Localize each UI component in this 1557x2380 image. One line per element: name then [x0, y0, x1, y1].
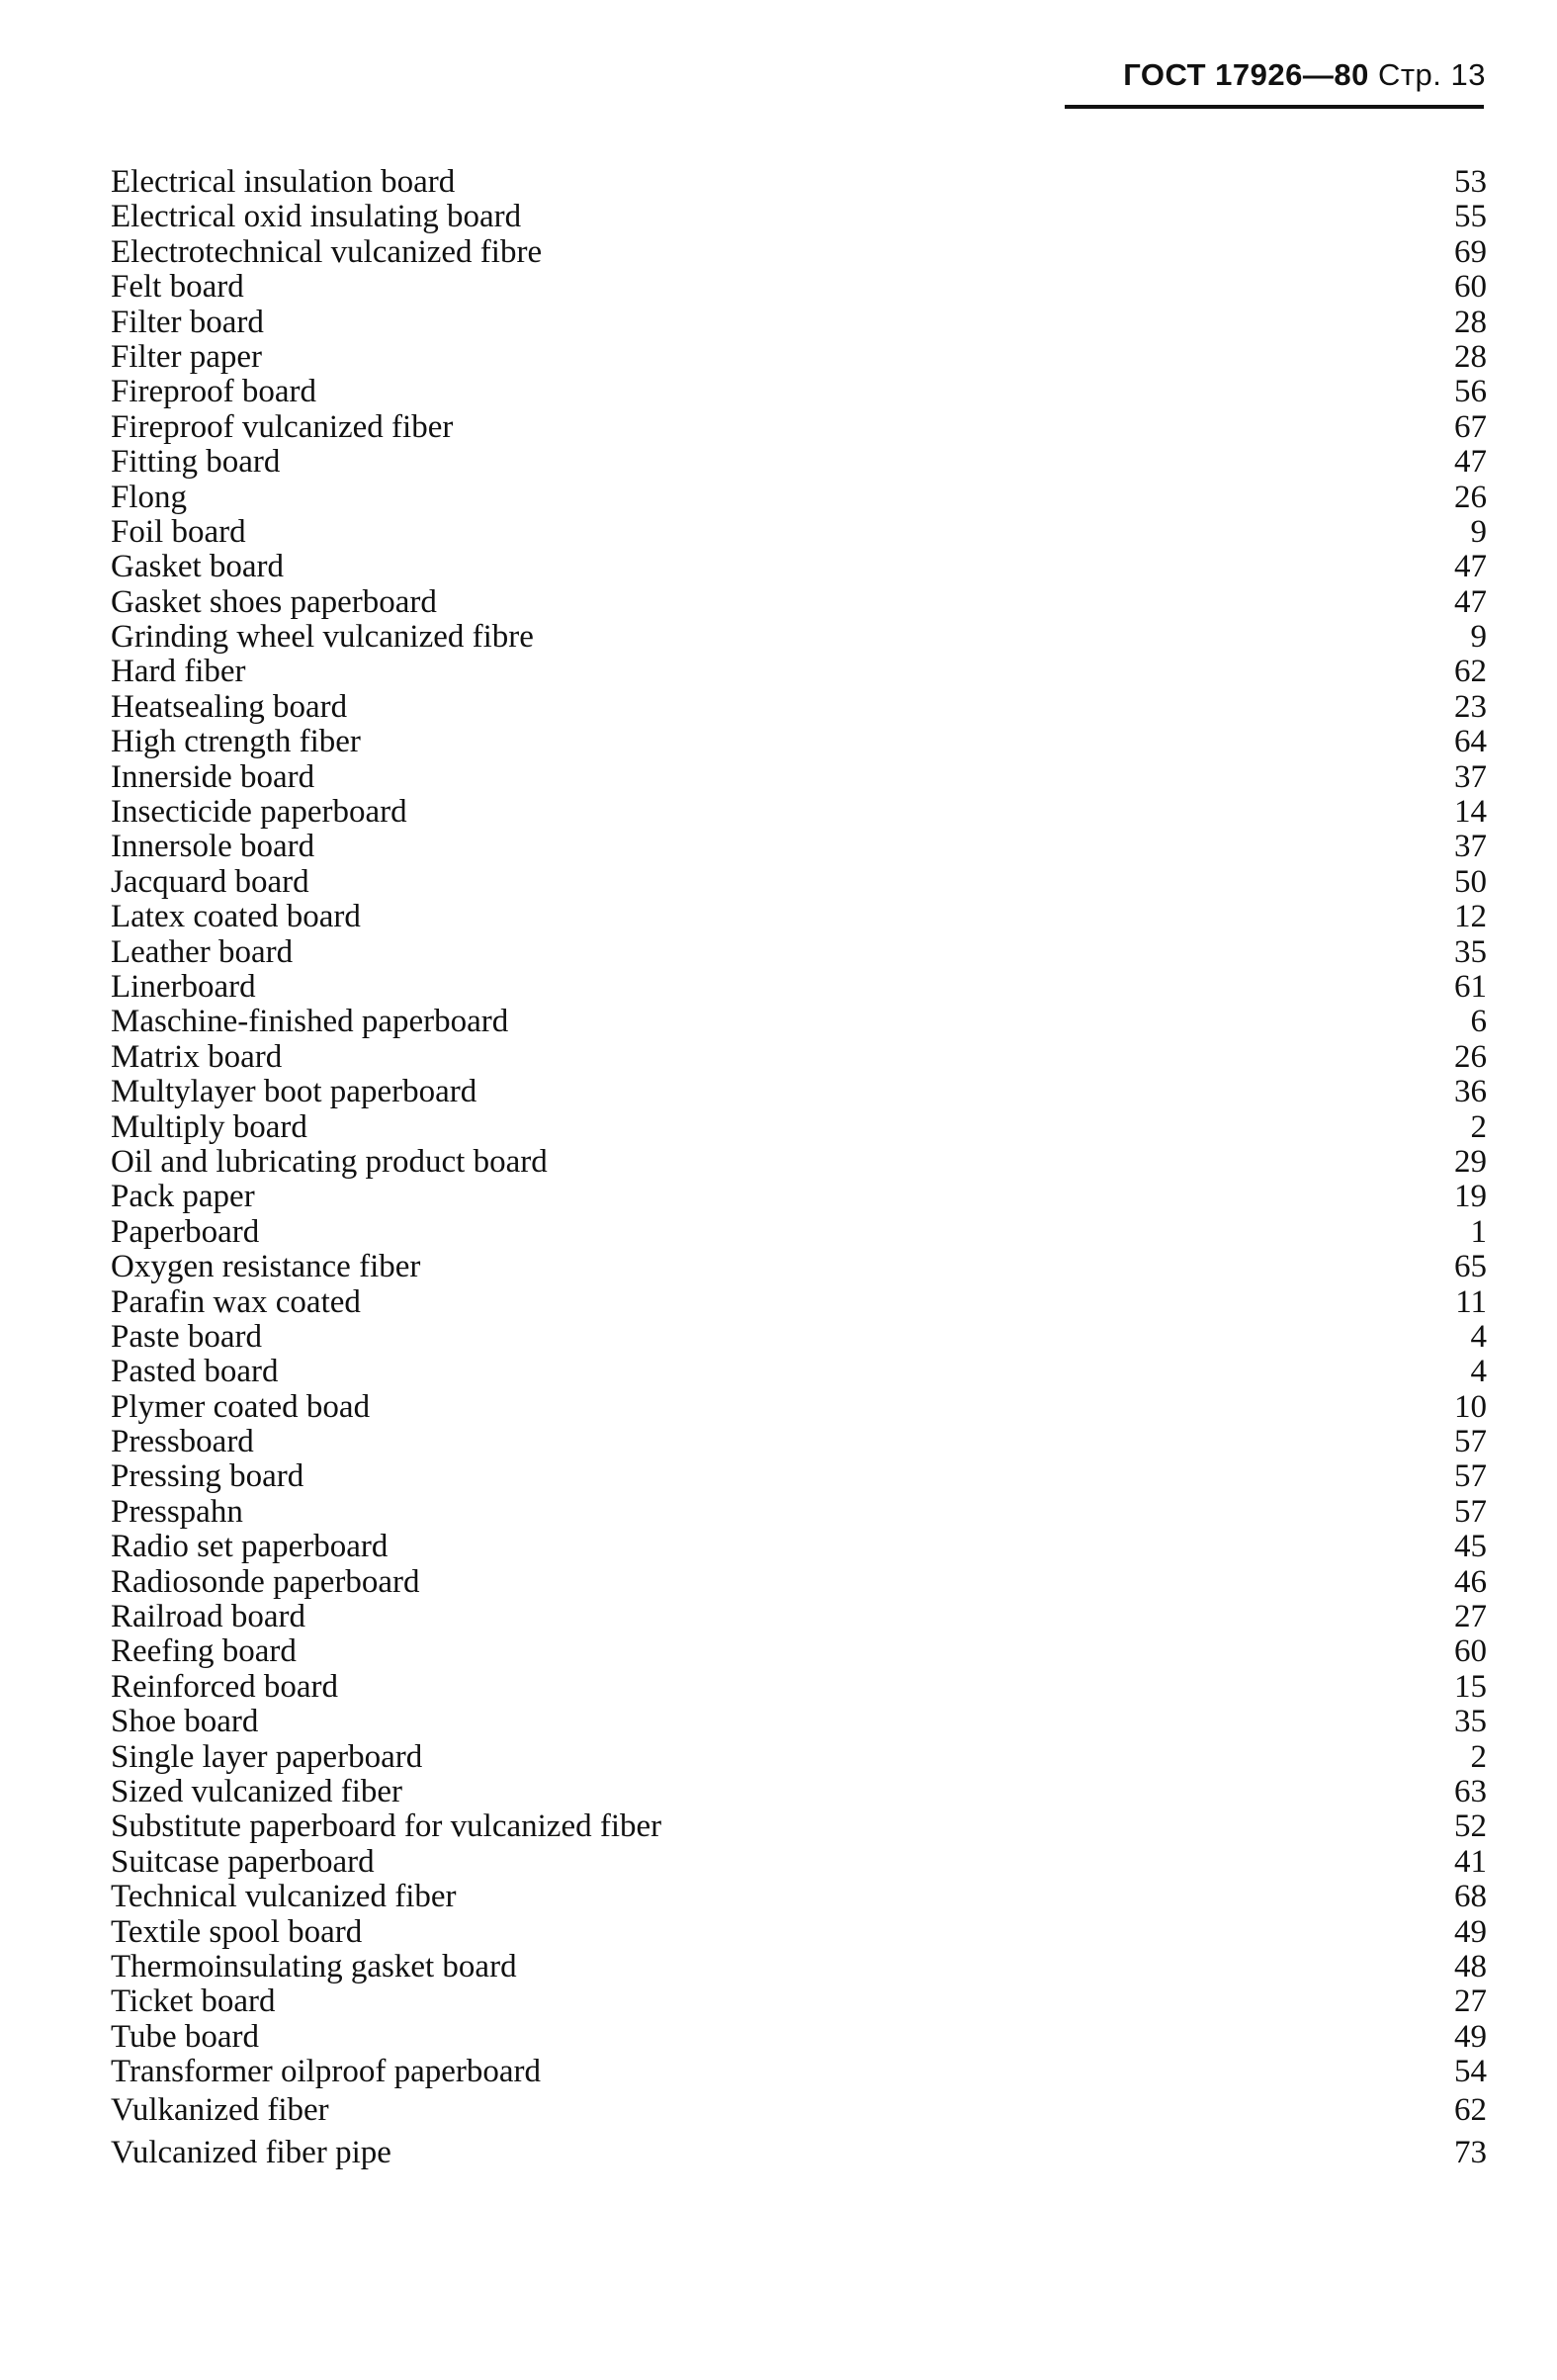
- index-term: Multylayer boot paperboard: [111, 1074, 477, 1110]
- index-page-number: 23: [1454, 688, 1487, 725]
- index-term: Plymer coated boad: [111, 1388, 371, 1425]
- index-page-number: 62: [1454, 2092, 1487, 2129]
- index-entry: [111, 690, 1487, 725]
- index-entry: [111, 2055, 1487, 2089]
- index-term: Pressing board: [111, 1458, 304, 1495]
- index-page-number: 41: [1454, 1843, 1487, 1880]
- index-entry: [111, 1040, 1487, 1075]
- index-entry: [111, 1180, 1487, 1214]
- index-term: Pressboard: [111, 1424, 254, 1460]
- index-term: Vulkanized fiber: [111, 2092, 329, 2129]
- index-entry: [111, 1565, 1487, 1600]
- index-term: Radio set paperboard: [111, 1529, 389, 1565]
- index-page-number: 12: [1454, 899, 1487, 935]
- index-term: Single layer paperboard: [111, 1738, 423, 1775]
- index-page-number: 9: [1470, 619, 1487, 656]
- index-page-number: 2: [1470, 1738, 1487, 1775]
- index-term: Ticket board: [111, 1983, 276, 2020]
- index-entry: [111, 1950, 1487, 1984]
- index-page-number: 65: [1454, 1249, 1487, 1285]
- index-term: Electrical oxid insulating board: [111, 199, 522, 235]
- index-term: Electrotechnical vulcanized fibre: [111, 233, 543, 270]
- index-entry: [111, 235, 1487, 270]
- standard-number: ГОСТ 17926—80: [1123, 57, 1369, 92]
- index-term: Shoe board: [111, 1704, 259, 1740]
- index-entry: [111, 270, 1487, 305]
- index-term: Felt board: [111, 269, 244, 306]
- index-term: Foil board: [111, 513, 246, 550]
- index-entry: [111, 1495, 1487, 1530]
- index-term: Gasket shoes paperboard: [111, 583, 437, 620]
- index-term: Filter paper: [111, 338, 263, 375]
- header-rule: [1065, 105, 1484, 109]
- index-page-number: 62: [1454, 654, 1487, 690]
- index-page-number: 47: [1454, 444, 1487, 481]
- index-page-number: 4: [1470, 1354, 1487, 1390]
- index-page-number: 10: [1454, 1388, 1487, 1425]
- index-term: Tube board: [111, 2018, 260, 2055]
- index-entry: [111, 1459, 1487, 1494]
- index-entry: [111, 1600, 1487, 1634]
- index-entry: [111, 795, 1487, 830]
- index-term: Reinforced board: [111, 1668, 338, 1705]
- index-page-number: 64: [1454, 724, 1487, 760]
- index-page-number: 46: [1454, 1563, 1487, 1600]
- index-page-number: 37: [1454, 758, 1487, 795]
- index-page-number: 61: [1454, 968, 1487, 1005]
- index-term: Railroad board: [111, 1599, 306, 1635]
- index-term: Presspahn: [111, 1493, 243, 1530]
- index-term: Oil and lubricating product board: [111, 1143, 548, 1180]
- index-page-number: 29: [1454, 1143, 1487, 1180]
- index-entry: [111, 970, 1487, 1005]
- index-entry: [111, 550, 1487, 584]
- index-entry: [111, 165, 1487, 200]
- index-term: Linerboard: [111, 968, 256, 1005]
- index-term: Insecticide paperboard: [111, 794, 407, 831]
- index-page-number: 28: [1454, 304, 1487, 340]
- index-term: Pack paper: [111, 1179, 255, 1215]
- index-page-number: 15: [1454, 1668, 1487, 1705]
- index-page-number: 54: [1454, 2054, 1487, 2090]
- index-entry: [111, 445, 1487, 480]
- index-term: Technical vulcanized fiber: [111, 1879, 457, 1915]
- index-page-number: 1: [1470, 1213, 1487, 1250]
- index-entry: [111, 1250, 1487, 1284]
- index-page-number: 55: [1454, 199, 1487, 235]
- index-term: Heatsealing board: [111, 688, 348, 725]
- index-term: Sized vulcanized fiber: [111, 1773, 403, 1809]
- index-entry: [111, 1320, 1487, 1355]
- index-term: Innerside board: [111, 758, 315, 795]
- index-page-number: 67: [1454, 408, 1487, 445]
- index-term: High ctrength fiber: [111, 724, 361, 760]
- index-entry: [111, 620, 1487, 655]
- index-entry: [111, 1110, 1487, 1145]
- index-page-number: 49: [1454, 2018, 1487, 2055]
- index-term: Gasket board: [111, 549, 285, 585]
- index-entry: [111, 481, 1487, 515]
- index-entry: [111, 725, 1487, 759]
- index-page-number: 26: [1454, 479, 1487, 515]
- index-entry: [111, 1075, 1487, 1109]
- index-page-number: 50: [1454, 863, 1487, 900]
- index-term: Fitting board: [111, 444, 281, 481]
- index-term: Flong: [111, 479, 188, 515]
- index-term: Filter board: [111, 304, 264, 340]
- index-term: Transformer oilproof paperboard: [111, 2054, 541, 2090]
- index-entry: [111, 1634, 1487, 1669]
- index-term: Fireproof board: [111, 374, 317, 410]
- index-entry: [111, 1915, 1487, 1950]
- index-entry: [111, 1670, 1487, 1705]
- index-page-number: 28: [1454, 338, 1487, 375]
- index-term: Paperboard: [111, 1213, 260, 1250]
- index-entry: [111, 1880, 1487, 1914]
- index-term: Textile spool board: [111, 1913, 363, 1950]
- index-page-number: 9: [1470, 513, 1487, 550]
- index-term: Reefing board: [111, 1633, 297, 1670]
- page-label: Стр. 13: [1377, 57, 1486, 92]
- index-entry: [111, 2020, 1487, 2055]
- index-entry: [111, 900, 1487, 934]
- index-term: Multiply board: [111, 1108, 307, 1145]
- index-term: Pasted board: [111, 1354, 279, 1390]
- index-page-number: 57: [1454, 1424, 1487, 1460]
- index-term: Electrical insulation board: [111, 164, 456, 200]
- index-page-number: 60: [1454, 269, 1487, 306]
- index-term: Suitcase paperboard: [111, 1843, 375, 1880]
- index-entry: [111, 760, 1487, 795]
- index-term: Leather board: [111, 933, 294, 970]
- index-term: Paste board: [111, 1318, 263, 1355]
- index-entry: [111, 1215, 1487, 1250]
- index-page-number: 37: [1454, 829, 1487, 865]
- index-page-number: 57: [1454, 1493, 1487, 1530]
- index-page-number: 47: [1454, 583, 1487, 620]
- index-entry: [111, 1845, 1487, 1880]
- index-entry: [111, 865, 1487, 900]
- index-entry: [111, 1809, 1487, 1844]
- index-page-number: 57: [1454, 1458, 1487, 1495]
- index-term: Hard fiber: [111, 654, 246, 690]
- index-entry: [111, 375, 1487, 409]
- index-page-number: 47: [1454, 549, 1487, 585]
- index-page-number: 68: [1454, 1879, 1487, 1915]
- index-page-number: 73: [1454, 2135, 1487, 2171]
- index-page-number: 49: [1454, 1913, 1487, 1950]
- index-entry: [111, 2089, 1487, 2132]
- index-entry: [111, 340, 1487, 375]
- index-page-number: 35: [1454, 1704, 1487, 1740]
- index-term: Substitute paperboard for vulcanized fiber: [111, 1808, 662, 1845]
- index-entry: [111, 2132, 1487, 2174]
- index-entry: [111, 830, 1487, 864]
- index-term: Vulcanized fiber pipe: [111, 2135, 391, 2171]
- index-page-number: 69: [1454, 233, 1487, 270]
- index-term: Maschine-finished paperboard: [111, 1004, 509, 1040]
- index-term: Grinding wheel vulcanized fibre: [111, 619, 534, 656]
- index-page-number: 27: [1454, 1599, 1487, 1635]
- index-entry: [111, 585, 1487, 620]
- index-page-number: 27: [1454, 1983, 1487, 2020]
- index-entry: [111, 655, 1487, 689]
- index-entry: [111, 1285, 1487, 1320]
- index-page-number: 36: [1454, 1074, 1487, 1110]
- index-page-number: 53: [1454, 164, 1487, 200]
- index-term: Radiosonde paperboard: [111, 1563, 420, 1600]
- index-entry: [111, 1740, 1487, 1775]
- index-term: Parafin wax coated: [111, 1283, 361, 1320]
- index-page-number: 45: [1454, 1529, 1487, 1565]
- index-entry: [111, 515, 1487, 550]
- index-term: Fireproof vulcanized fiber: [111, 408, 454, 445]
- term-index-list: [111, 165, 1487, 2174]
- index-term: Oxygen resistance fiber: [111, 1249, 421, 1285]
- index-entry: [111, 1005, 1487, 1039]
- page-header: [1063, 57, 1486, 93]
- index-page-number: 26: [1454, 1038, 1487, 1075]
- index-page-number: 60: [1454, 1633, 1487, 1670]
- index-entry: [111, 935, 1487, 970]
- index-page-number: 56: [1454, 374, 1487, 410]
- index-term: Jacquard board: [111, 863, 309, 900]
- index-entry: [111, 410, 1487, 445]
- index-entry: [111, 1775, 1487, 1809]
- index-entry: [111, 1390, 1487, 1425]
- index-term: Matrix board: [111, 1038, 283, 1075]
- index-page-number: 63: [1454, 1773, 1487, 1809]
- index-entry: [111, 1425, 1487, 1459]
- index-page-number: 35: [1454, 933, 1487, 970]
- index-entry: [111, 1530, 1487, 1564]
- index-entry: [111, 1355, 1487, 1389]
- index-entry: [111, 1705, 1487, 1739]
- index-entry: [111, 1984, 1487, 2019]
- index-page-number: 6: [1470, 1004, 1487, 1040]
- index-page-number: 48: [1454, 1948, 1487, 1984]
- index-page-number: 11: [1455, 1283, 1487, 1320]
- index-page-number: 2: [1470, 1108, 1487, 1145]
- index-term: Latex coated board: [111, 899, 361, 935]
- index-page-number: 19: [1454, 1179, 1487, 1215]
- index-term: Thermoinsulating gasket board: [111, 1948, 517, 1984]
- index-term: Innersole board: [111, 829, 315, 865]
- index-page-number: 4: [1470, 1318, 1487, 1355]
- index-page-number: 14: [1454, 794, 1487, 831]
- index-entry: [111, 200, 1487, 234]
- index-entry: [111, 1145, 1487, 1180]
- index-entry: [111, 306, 1487, 340]
- index-page-number: 52: [1454, 1808, 1487, 1845]
